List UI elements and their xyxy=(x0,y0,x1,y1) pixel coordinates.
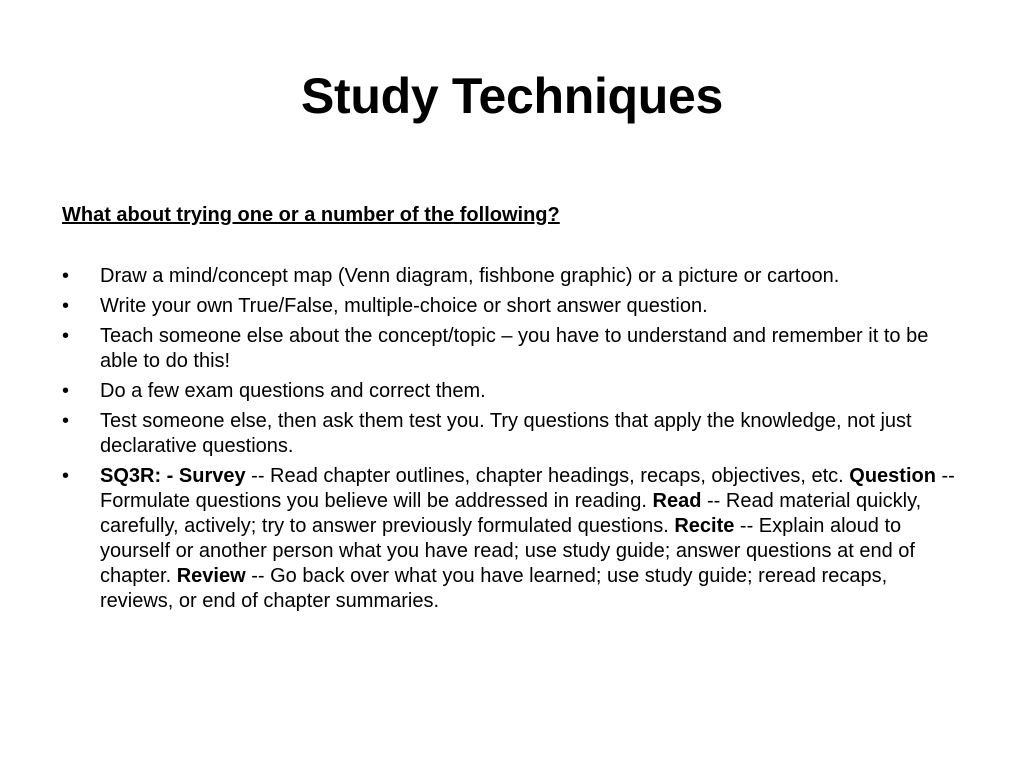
sq3r-review-text: -- Go back over what you have learned; use study guide; reread recaps, reviews, or end of chapter summaries. xyxy=(100,565,888,612)
bullet-icon: • xyxy=(62,410,70,432)
sq3r-read-label: Read xyxy=(652,490,702,512)
sq3r-recite-label: Recite xyxy=(674,515,735,537)
sq3r-question-label: Question xyxy=(849,465,936,487)
sq3r-survey-label: SQ3R: - Survey xyxy=(100,465,246,487)
bullet-text: Test someone else, then ask them test you. Try questions that apply the knowledge, not just declarative questions. xyxy=(100,410,912,457)
bullet-icon: • xyxy=(62,380,70,402)
sq3r-recite-text: -- Explain aloud to yourself or another person what you have read; use study guide; answer questions at end of chapter. xyxy=(100,515,915,587)
bullet-item-mind-map xyxy=(62,264,962,289)
slide-subtitle: What about trying one or a number of the following? xyxy=(62,204,560,226)
bullet-icon: • xyxy=(62,265,70,287)
sq3r-question-text: -- Formulate questions you believe will be addressed in reading. xyxy=(100,465,955,512)
bullet-item-sq3r xyxy=(62,464,962,614)
bullet-list xyxy=(62,264,962,619)
bullet-text: Draw a mind/concept map (Venn diagram, fishbone graphic) or a picture or cartoon. xyxy=(100,265,840,287)
bullet-item-test-someone xyxy=(62,409,962,459)
slide-title: Study Techniques xyxy=(300,68,724,124)
bullet-item-exam-questions xyxy=(62,379,962,404)
sq3r-survey-text: -- Read chapter outlines, chapter headings, recaps, objectives, etc. xyxy=(245,465,850,487)
bullet-item-teach xyxy=(62,324,962,374)
bullet-item-write-questions xyxy=(62,294,962,319)
sq3r-read-text: -- Read material quickly, carefully, actively; try to answer previously formulated questions. xyxy=(100,490,922,537)
bullet-text: Teach someone else about the concept/topic – you have to understand and remember it to be able to do this! xyxy=(100,325,929,372)
bullet-text-sq3r xyxy=(100,465,955,612)
bullet-icon: • xyxy=(62,325,70,347)
sq3r-review-label: Review xyxy=(176,565,246,587)
bullet-icon: • xyxy=(62,295,70,317)
bullet-text: Write your own True/False, multiple-choice or short answer question. xyxy=(100,295,708,317)
bullet-icon: • xyxy=(62,465,70,487)
bullet-text: Do a few exam questions and correct them. xyxy=(100,380,486,402)
